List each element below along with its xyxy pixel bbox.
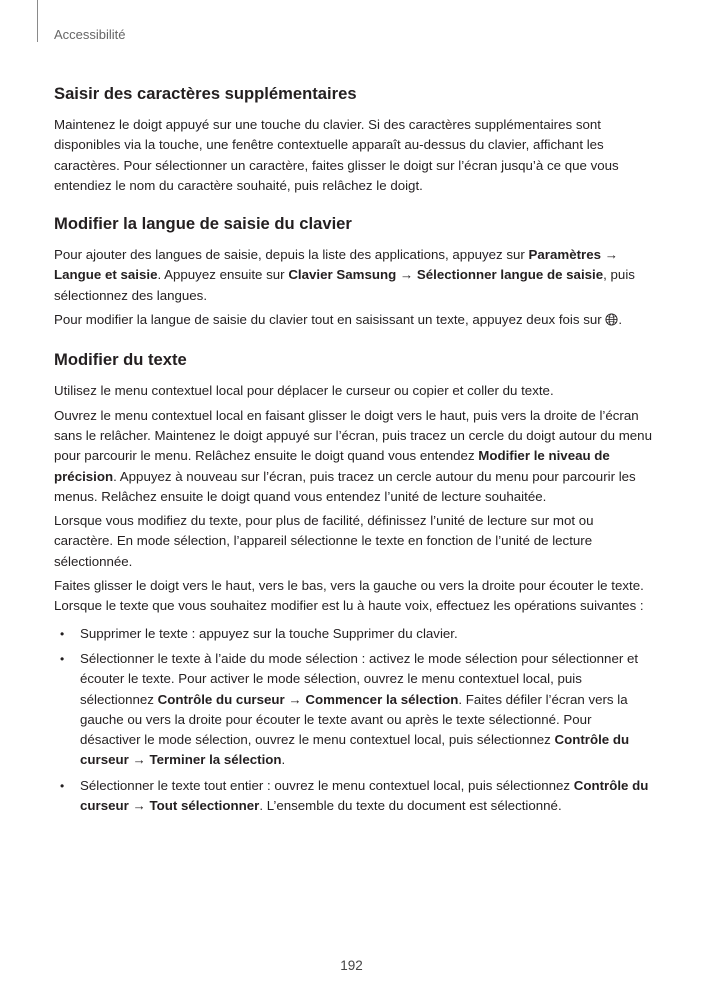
text: Sélectionner le texte tout entier : ouvrez le menu contextuel local, puis sélectionnez bbox=[80, 777, 574, 793]
operations-list bbox=[54, 624, 654, 817]
text: Ouvrez le menu contextuel local en faisant glisser le doigt vers le haut, puis vers la droite de l’écran sans le relâcher. Maintenez le doigt appuyé sur l’écran, puis tracez un cercle du doigt autour du menu pour parcourir le menu. Relâchez ensuite le doigt quand vous entendez bbox=[54, 407, 652, 464]
bullet: • bbox=[60, 651, 65, 666]
header-rule bbox=[37, 0, 38, 42]
menu-path-settings: Paramètres bbox=[528, 247, 601, 263]
bullet: • bbox=[60, 778, 65, 793]
section-title: Modifier du texte bbox=[54, 350, 187, 370]
text: . L’ensemble du texte du document est sélectionné. bbox=[259, 798, 562, 814]
text: . Faites défiler l’écran vers la gauche ou vers la droite pour écouter le texte avant ou après le texte sélectionné. Pour désactiver le mode sélection, ouvrez le menu contextuel local, puis sélectionnez bbox=[80, 691, 628, 748]
text: . bbox=[281, 752, 286, 768]
section-header: Accessibilité bbox=[54, 27, 126, 42]
section-keyboard-language bbox=[54, 213, 654, 332]
menu-path-select-language: Sélectionner langue de saisie bbox=[416, 267, 604, 283]
list-item bbox=[54, 624, 654, 644]
option-start-selection: Commencer la sélection bbox=[305, 691, 459, 707]
text: Pour modifier la langue de saisie du clavier tout en saisissant un texte, appuyez deux fois sur bbox=[54, 312, 606, 328]
arrow: → bbox=[601, 247, 618, 263]
list-item bbox=[54, 776, 654, 817]
option-cursor-control: Contrôle du curseur bbox=[80, 732, 630, 768]
option-select-all: Tout sélectionner bbox=[149, 798, 260, 814]
menu-path-samsung-keyboard: Clavier Samsung bbox=[288, 267, 397, 283]
page-number: 192 bbox=[340, 958, 363, 973]
paragraph: Maintenez le doigt appuyé sur une touche du clavier. Si des caractères supplémentaires sont disponibles via la touche, une fenêtre contextuelle apparaît au-dessus du clavier, affichant les caractères. Pour sélectionner un caractère, faites glisser le doigt sur l’écran jusqu’à ce que vous entendiez le nom du caractère souhaité, puis relâchez le doigt. bbox=[54, 117, 619, 193]
paragraph bbox=[54, 245, 654, 306]
globe-icon bbox=[605, 312, 618, 332]
menu-path-language-input: Langue et saisie bbox=[54, 267, 158, 283]
section-title: Modifier la langue de saisie du clavier bbox=[54, 214, 352, 234]
arrow: → bbox=[128, 752, 150, 768]
text: . Appuyez ensuite sur bbox=[157, 267, 289, 283]
section-edit-text bbox=[54, 349, 654, 816]
paragraph: Faites glisser le doigt vers le haut, vers le bas, vers la gauche ou vers la droite pour écouter le texte. Lorsque le texte que vous souhaitez modifier est lu à haute voix, effectuez les opérations suivantes : bbox=[54, 578, 644, 614]
section-extra-characters bbox=[54, 83, 654, 196]
text: . Appuyez à nouveau sur l’écran, puis tracez un cercle autour du menu pour parcourir les menus. Relâchez ensuite le doigt quand vous entendez l’unité de lecture souhaitée. bbox=[54, 468, 636, 504]
section-title: Saisir des caractères supplémentaires bbox=[54, 84, 357, 103]
paragraph bbox=[54, 310, 654, 332]
paragraph bbox=[54, 406, 654, 507]
arrow: → bbox=[128, 798, 150, 814]
arrow: → bbox=[284, 691, 306, 707]
list-item bbox=[54, 649, 654, 771]
paragraph: Utilisez le menu contextuel local pour déplacer le curseur ou copier et coller du texte. bbox=[54, 383, 554, 399]
option-end-selection: Terminer la sélection bbox=[149, 752, 282, 768]
text: Sélectionner le texte à l’aide du mode sélection : activez le mode sélection pour sélectionner et écouter le texte. Pour activer le mode sélection, ouvrez le menu contextuel local, puis sélectionnez bbox=[80, 650, 639, 707]
text: , puis sélectionnez des langues. bbox=[54, 267, 635, 303]
bullet: • bbox=[60, 626, 65, 641]
option-precision-level: Modifier le niveau de précision bbox=[54, 448, 610, 484]
arrow: → bbox=[396, 267, 417, 283]
text: . bbox=[618, 312, 623, 328]
paragraph: Lorsque vous modifiez du texte, pour plus de facilité, définissez l’unité de lecture sur mot ou caractère. En mode sélection, l’appareil sélectionne le texte en fonction de l’unité de lecture sélectionnée. bbox=[54, 513, 594, 569]
text: Supprimer le texte : appuyez sur la touche Supprimer du clavier. bbox=[80, 625, 458, 641]
page-content bbox=[54, 83, 654, 833]
option-cursor-control: Contrôle du curseur bbox=[157, 691, 285, 707]
text: Pour ajouter des langues de saisie, depuis la liste des applications, appuyez sur bbox=[54, 247, 529, 263]
option-cursor-control: Contrôle du curseur bbox=[80, 777, 649, 814]
